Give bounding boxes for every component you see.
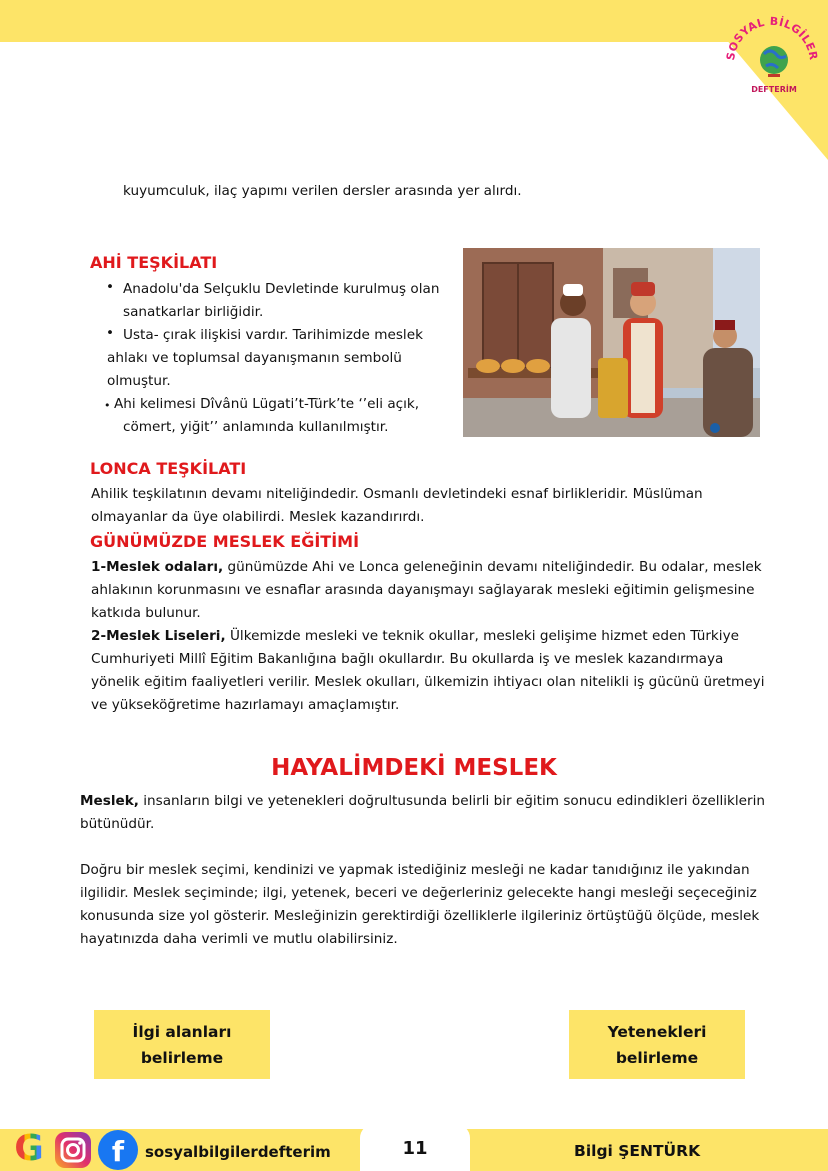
bullet-dot: • xyxy=(104,399,111,412)
page-number: 11 xyxy=(402,1138,428,1159)
ahi-b3-line1: Ahi kelimesi Dîvânü Lügati’t-Türk’te ‘’eli açık, xyxy=(114,396,420,412)
box-right-line2: belirleme xyxy=(615,1048,699,1067)
google-icon[interactable]: G xyxy=(14,1128,44,1169)
ilgi-alanlari-box xyxy=(94,1010,270,1079)
egitim-item2-line1: 2-Meslek Liseleri, Ülkemizde mesleki ve teknik okullar, mesleki gelişime hizmet eden Türkiye xyxy=(91,628,739,644)
yetenekler-box xyxy=(569,1010,745,1079)
egitim-item1-line1: 1-Meslek odaları, günümüzde Ahi ve Lonca geleneğinin devamı niteliğindedir. Bu odalar, meslek xyxy=(91,559,762,575)
instagram-icon[interactable] xyxy=(54,1131,92,1169)
globe-icon xyxy=(760,46,788,74)
egitim-item2-line3: yönelik eğitim faaliyetleri verilir. Meslek okulları, ülkemizin ihtiyacı olan nitelikli iş gücünü üretmeyi xyxy=(91,674,765,690)
box-right-line1: Yetenekleri xyxy=(607,1022,707,1041)
ahi-heading: AHİ TEŞKİLATI xyxy=(90,253,218,272)
item2-bold: 2-Meslek Liseleri, xyxy=(91,628,226,644)
logo-sub-text: DEFTERİM xyxy=(751,85,797,94)
hayal-title: HAYALİMDEKİ MESLEK xyxy=(271,755,557,781)
egitim-item1-line3: katkıda bulunur. xyxy=(91,605,201,621)
ahi-market-illustration xyxy=(463,248,760,437)
hayal-para-line3: konusunda size yol gösterir. Mesleğinizin gerektirdiği özelliklerle ilgileriniz örtüştüğü ölçüde, meslek xyxy=(80,908,760,924)
bullet-dot: • xyxy=(106,279,115,295)
hayal-def-line2: bütünüdür. xyxy=(80,816,155,832)
ahi-b2-line2: ahlakı ve toplumsal dayanışmanın sembolü xyxy=(107,350,402,366)
ahi-b3-line2: cömert, yiğit’’ anlamında kullanılmıştır. xyxy=(123,419,389,435)
facebook-icon[interactable]: f xyxy=(98,1130,138,1170)
author-name: Bilgi ŞENTÜRK xyxy=(574,1142,701,1160)
item1-bold: 1-Meslek odaları, xyxy=(91,559,224,575)
hayal-def-line1: Meslek, insanların bilgi ve yetenekleri doğrultusunda belirli bir eğitim sonucu edindikleri özelliklerin xyxy=(80,793,766,809)
def-bold: Meslek, xyxy=(80,793,139,809)
egitim-item1-line2: ahlakının korunmasını ve esnaflar arasında dayanışmayı sağlayarak mesleki eğitimin gelişmesine xyxy=(91,582,755,598)
egitim-item2-line2: Cumhuriyeti Millî Eğitim Bakanlığına bağlı okullardır. Bu okullarda iş ve meslek kazandırmaya xyxy=(91,651,724,667)
ahi-b1-line2: sanatkarlar birliğidir. xyxy=(123,304,264,320)
ahi-b1-line1: Anadolu'da Selçuklu Devletinde kurulmuş olan xyxy=(123,281,440,297)
egitim-heading: GÜNÜMÜZDE MESLEK EĞİTİMİ xyxy=(90,532,360,551)
box-left-line2: belirleme xyxy=(140,1048,224,1067)
social-handle: sosyalbilgilerdefterim xyxy=(145,1143,331,1161)
lonca-heading: LONCA TEŞKİLATI xyxy=(90,459,247,478)
hayal-para-line1: Doğru bir meslek seçimi, kendinizi ve yapmak istediğiniz mesleği ne kadar tanıdığınız ile yakından xyxy=(80,862,750,878)
hayal-para-line2: ilgilidir. Meslek seçiminde; ilgi, yetenek, beceri ve değerleriniz gelecekte hangi mesleği seçeceğiniz xyxy=(80,885,757,901)
egitim-item2-line4: ve yükseköğretime hazırlamayı amaçlamıştır. xyxy=(91,697,400,713)
ahi-b2-line1: Usta- çırak ilişkisi vardır. Tarihimizde meslek xyxy=(123,327,423,343)
intro-line: kuyumculuk, ilaç yapımı verilen dersler arasında yer alırdı. xyxy=(123,183,522,199)
ahi-b2-line3: olmuştur. xyxy=(107,373,171,389)
logo-arc-text: SOSYAL BİLGİLER xyxy=(724,14,820,62)
lonca-line1: Ahilik teşkilatının devamı niteliğindedir. Osmanlı devletindeki esnaf birlikleridir. Müslüman xyxy=(91,486,703,502)
box-left-line1: İlgi alanları xyxy=(132,1022,232,1041)
hayal-para-line4: hayatınızda daha verimli ve mutlu olabilirsiniz. xyxy=(80,931,398,947)
sosyal-bilgiler-logo xyxy=(724,8,820,104)
lonca-line2: olmayanlar da üye olabilirdi. Meslek kazandırırdı. xyxy=(91,509,425,525)
bullet-dot: • xyxy=(106,325,115,341)
